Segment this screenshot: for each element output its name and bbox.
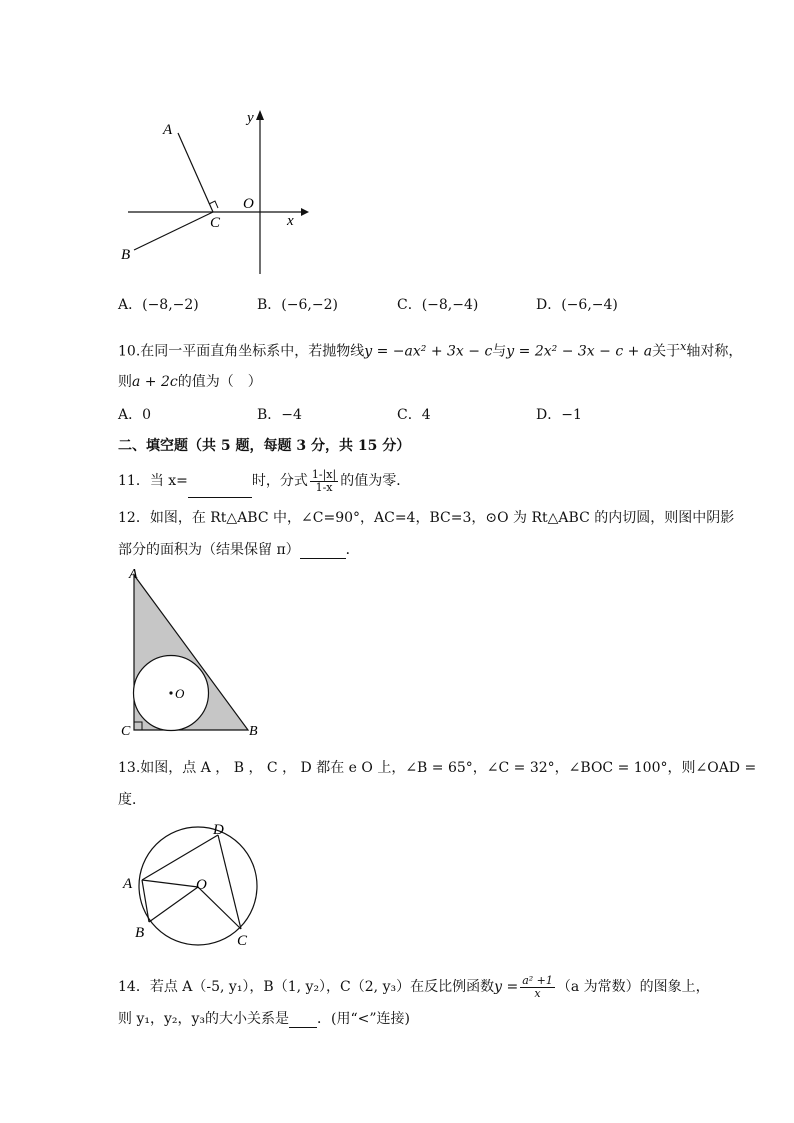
q14-fraction: $\frac{\text{a² +1}}{x}$ xyxy=(522,973,553,1000)
label-A: A xyxy=(163,122,173,138)
label-B: B xyxy=(121,247,131,263)
q10-line2: 则a + 2c的值为（ ） xyxy=(118,374,262,390)
segment-BO xyxy=(149,887,198,922)
label-O: O xyxy=(243,196,254,212)
q10-option-c: C．4 xyxy=(397,407,431,423)
q10-option-d: D．−1 xyxy=(536,407,582,423)
q11-fraction: $\frac{1-|x|}{1-x}$ xyxy=(311,467,337,494)
q10-equation-1: y = −ax² + 3x − c xyxy=(364,343,493,360)
q9-option-d: D．(−6,−4) xyxy=(536,297,618,313)
label-C: C xyxy=(210,215,221,231)
q14-answer-blank[interactable] xyxy=(289,1013,317,1028)
segment-AB xyxy=(142,880,149,922)
q10-option-a: A．0 xyxy=(118,407,152,423)
label-A: A xyxy=(129,567,138,582)
q11-answer-blank[interactable] xyxy=(188,473,252,498)
label-D: D xyxy=(213,822,224,838)
q9-option-a: A．(−8,−2) xyxy=(118,297,199,313)
y-axis-arrow xyxy=(256,110,264,120)
segment-AD xyxy=(142,835,218,880)
label-O: O xyxy=(196,877,207,893)
segment-OC xyxy=(198,887,241,929)
q10-option-b: B．−4 xyxy=(257,407,302,423)
segment-CA xyxy=(178,133,213,212)
label-B: B xyxy=(135,925,145,941)
label-A: A xyxy=(123,876,133,892)
q13-line1: 13.如图，点 A ， B ， C ， D 都在 e O 上，∠B = 65°，∠C = 32°，∠BOC = 100°，则∠OAD = xyxy=(118,760,757,776)
q9-coordinate-figure xyxy=(115,100,315,280)
q14-line2: 则 y₁，y₂，y₃的大小关系是 ．(用“<”连接) xyxy=(118,1011,410,1027)
segment-AO xyxy=(142,880,198,887)
label-y: y xyxy=(247,110,254,126)
label-O: O xyxy=(175,686,185,701)
q14-line1: 14．若点 A（-5, y₁），B（1, y₂），C（2, y₃）在反比例函数y = $\frac{\text{a² +1}}{x}$ （a 为常数）的图象上， xyxy=(118,973,710,1000)
q12-triangle-figure xyxy=(115,562,275,742)
segment-DC xyxy=(218,835,241,929)
label-B: B xyxy=(249,724,258,739)
q9-option-b: B．(−6,−2) xyxy=(257,297,338,313)
segment-CB xyxy=(134,212,213,250)
q10-equation-2: y = 2x² − 3x − c + a xyxy=(506,343,653,360)
q10-line1: 10.在同一平面直角坐标系中，若抛物线y = −ax² + 3x − c与y = 2x² − 3x − c + a关于$^x$轴对称， xyxy=(118,340,743,360)
q12-line2: 部分的面积为（结果保留 π） ． xyxy=(118,542,360,558)
q12-answer-blank[interactable] xyxy=(300,544,346,559)
label-C: C xyxy=(121,724,131,739)
q12-line1: 12．如图，在 Rt△ABC 中，∠C=90°，AC=4，BC=3，⊙O 为 Rt△ABC 的内切圆，则图中阴影 xyxy=(118,510,735,526)
label-x: x xyxy=(287,213,294,229)
center-dot-O xyxy=(169,691,172,694)
q11-line: 11．当 x= 时，分式 $\frac{1-|x|}{1-x}$ 的值为零． xyxy=(118,464,410,498)
q13-line2: 度． xyxy=(118,792,146,808)
label-C: C xyxy=(237,933,248,949)
q13-circle-figure xyxy=(115,815,275,950)
section-2-title: 二、填空题（共 5 题，每题 3 分，共 15 分） xyxy=(118,438,411,454)
q9-option-c: C．(−8,−4) xyxy=(397,297,479,313)
x-axis-arrow xyxy=(301,208,309,216)
